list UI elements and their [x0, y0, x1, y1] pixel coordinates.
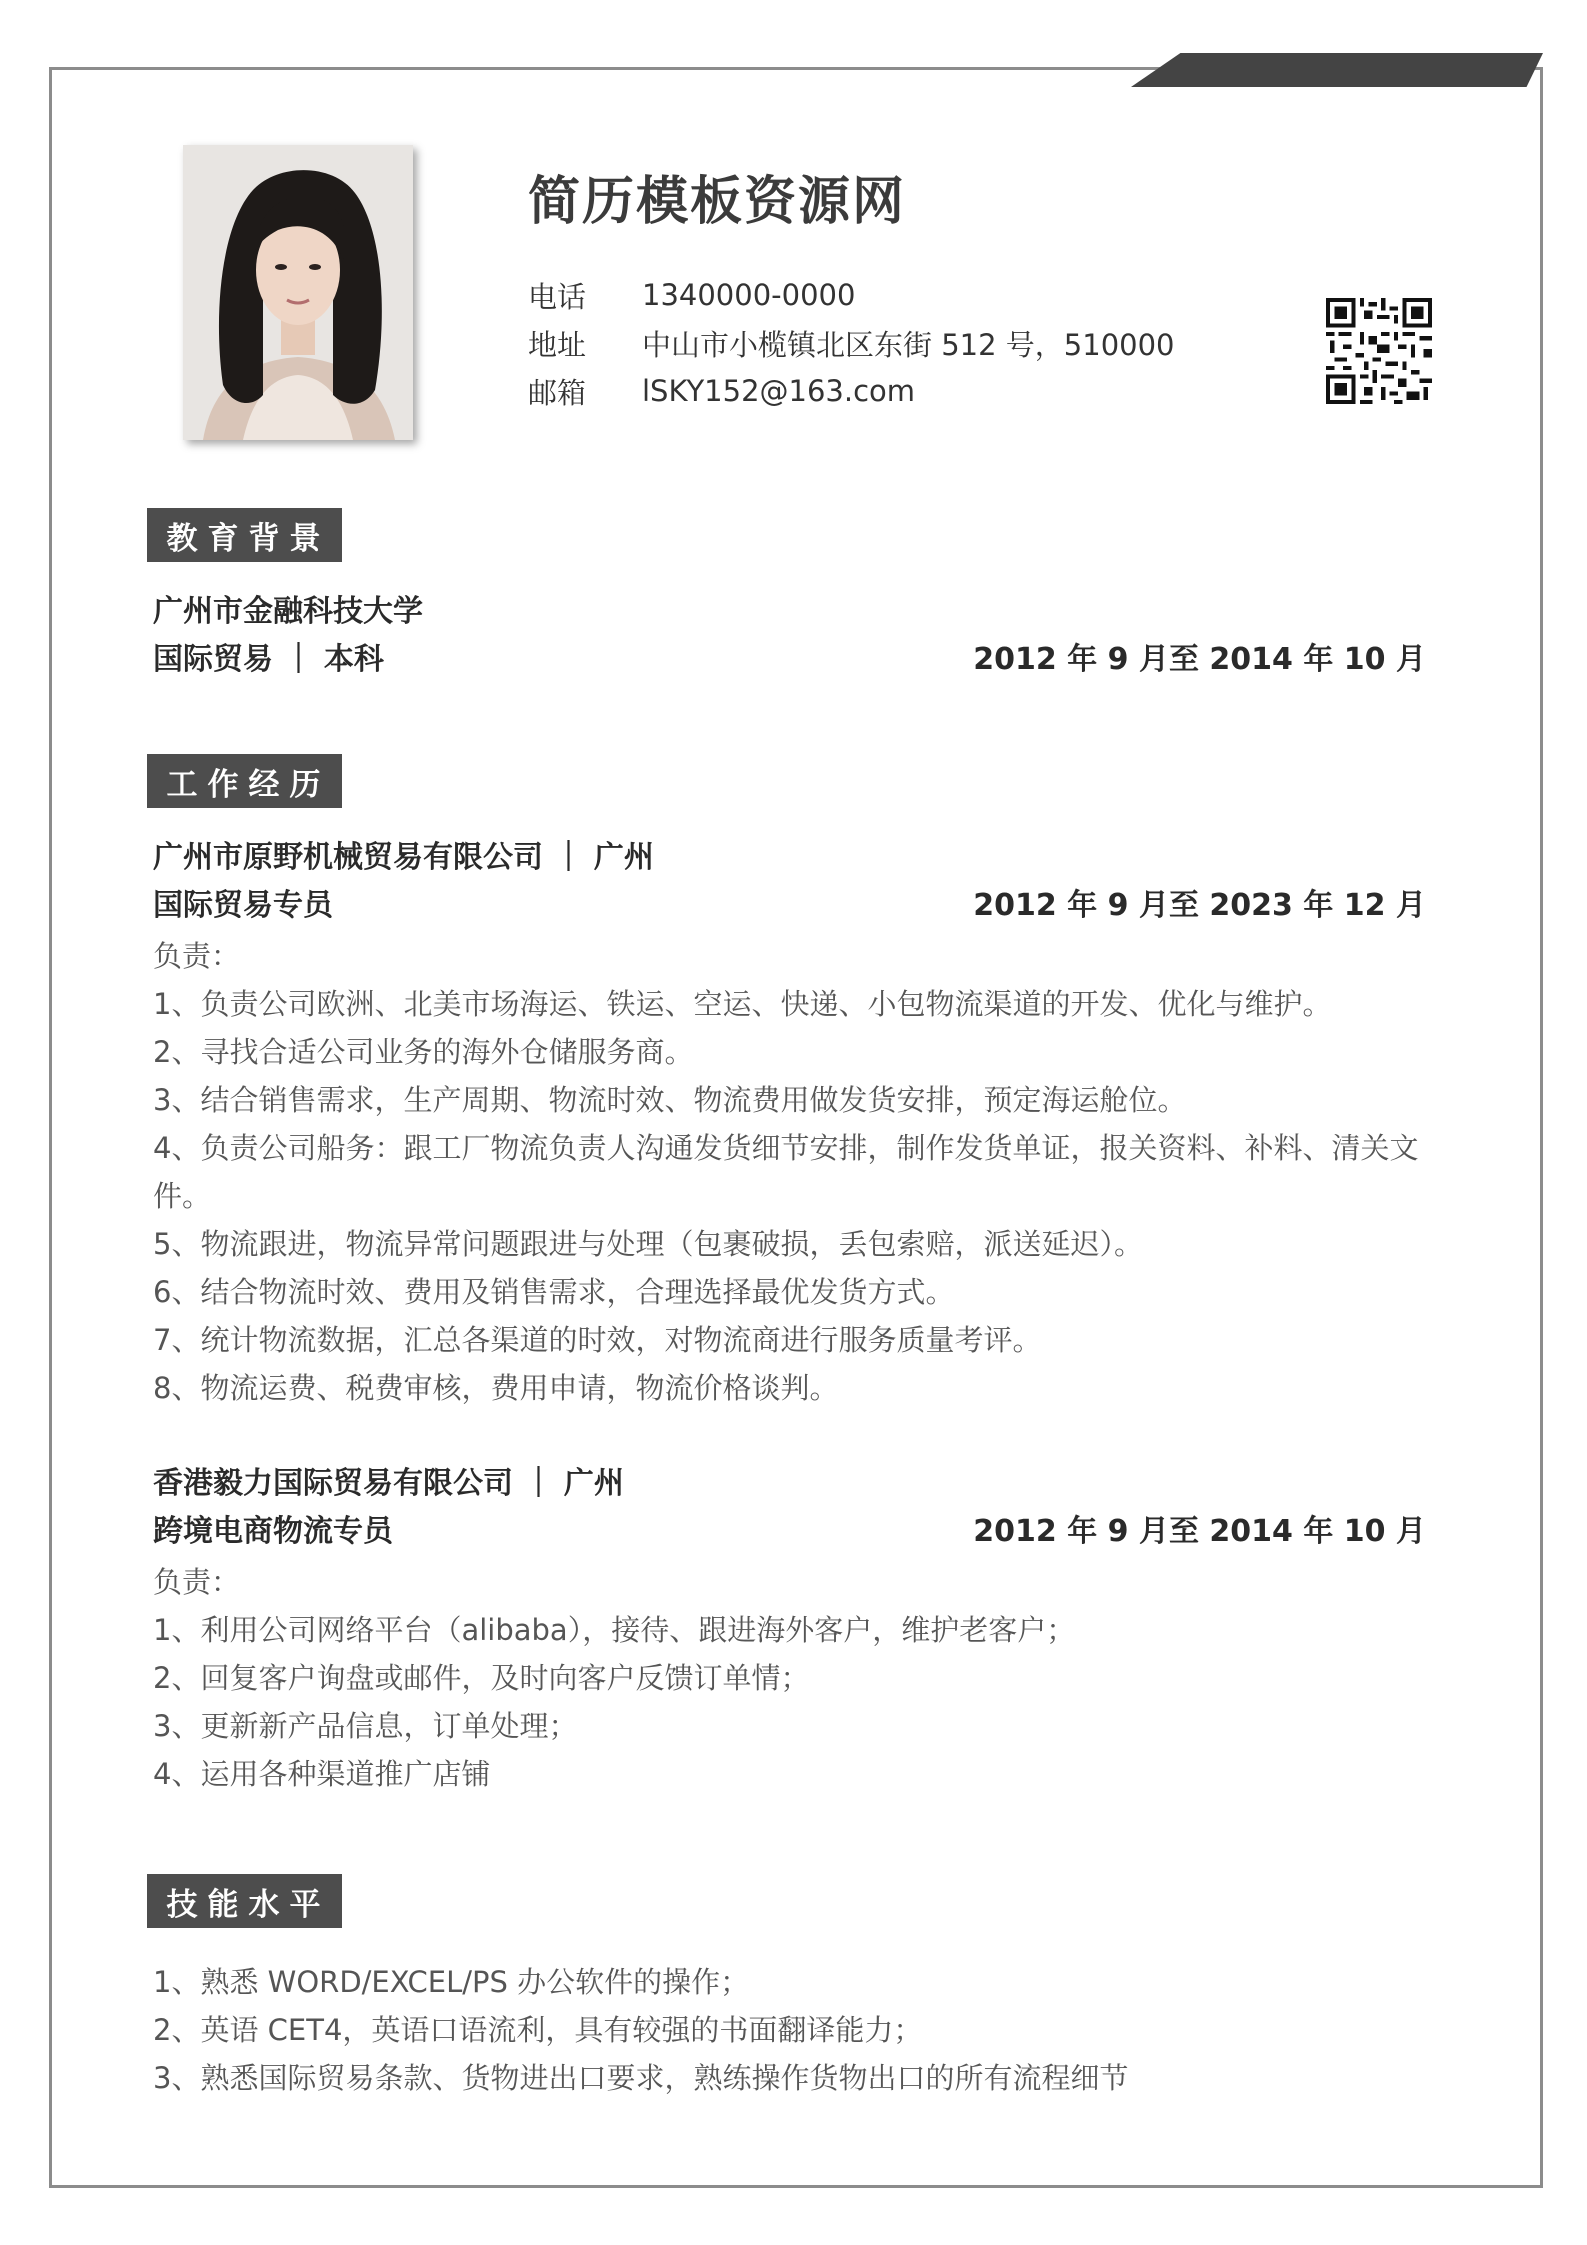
skills-list	[153, 1958, 1453, 2102]
job-duties-list	[153, 932, 1453, 1412]
list-item: 8、物流运费、税费审核，费用申请，物流价格谈判。	[153, 1371, 839, 1405]
contact-label: 地址	[528, 327, 587, 362]
qr-code-icon	[1326, 298, 1432, 404]
job-period: 2012 年 9 月至 2014 年 10 月	[973, 1514, 1426, 1549]
list-item: 1、负责公司欧洲、北美市场海运、铁运、空运、快递、小包物流渠道的开发、优化与维护。	[153, 987, 1332, 1021]
contact-info	[528, 271, 1175, 415]
contact-label: 电话	[528, 279, 587, 314]
contact-phone	[528, 271, 1175, 319]
school-name: 广州市金融科技大学	[153, 594, 423, 629]
section-title-skills: 技能水平	[147, 1874, 342, 1928]
portrait-photo	[183, 145, 413, 440]
job-duties-list	[153, 1558, 1453, 1798]
job-company: 香港毅力国际贸易有限公司 ｜ 广州	[153, 1466, 624, 1501]
list-item: 2、回复客户询盘或邮件，及时向客户反馈订单情；	[153, 1661, 810, 1695]
list-item: 4、运用各种渠道推广店铺	[153, 1757, 491, 1791]
list-item: 5、物流跟进，物流异常问题跟进与处理（包裹破损，丢包索赔，派送延迟）。	[153, 1227, 1143, 1261]
list-item: 4、负责公司船务：跟工厂物流负责人沟通发货细节安排，制作发货单证，报关资料、补料、清关文件。	[153, 1131, 1419, 1213]
job-position: 跨境电商物流专员	[153, 1514, 393, 1549]
section-title-work: 工作经历	[147, 754, 342, 808]
contact-email	[528, 367, 1175, 415]
list-item: 3、熟悉国际贸易条款、货物进出口要求，熟练操作货物出口的所有流程细节	[153, 2061, 1129, 2095]
section-title-education: 教育背景	[147, 508, 342, 562]
list-item: 2、寻找合适公司业务的海外仓储服务商。	[153, 1035, 694, 1069]
job-duties-intro: 负责：	[153, 1565, 241, 1599]
job-company: 广州市原野机械贸易有限公司 ｜ 广州	[153, 840, 654, 875]
list-item: 2、英语 CET4，英语口语流利，具有较强的书面翻译能力；	[153, 2013, 923, 2047]
job-duties-intro: 负责：	[153, 939, 241, 973]
contact-value: 1340000-0000	[642, 278, 856, 312]
job-period: 2012 年 9 月至 2023 年 12 月	[973, 888, 1426, 923]
contact-address	[528, 319, 1175, 367]
resume-name: 简历模板资源网	[528, 172, 907, 232]
major-degree: 国际贸易 ｜ 本科	[153, 642, 384, 677]
list-item: 3、结合销售需求，生产周期、物流时效、物流费用做发货安排，预定海运舱位。	[153, 1083, 1187, 1117]
contact-value: 中山市小榄镇北区东街 512 号，510000	[642, 327, 1175, 362]
education-period: 2012 年 9 月至 2014 年 10 月	[973, 642, 1426, 677]
contact-label: 邮箱	[528, 375, 587, 410]
list-item: 7、统计物流数据，汇总各渠道的时效，对物流商进行服务质量考评。	[153, 1323, 1042, 1357]
list-item: 6、结合物流时效、费用及销售需求，合理选择最优发货方式。	[153, 1275, 955, 1309]
list-item: 1、利用公司网络平台（alibaba），接待、跟进海外客户，维护老客户；	[153, 1613, 1076, 1647]
corner-decoration	[1131, 53, 1543, 87]
job-position: 国际贸易专员	[153, 888, 333, 923]
contact-value: lSKY152@163.com	[642, 374, 916, 408]
list-item: 3、更新新产品信息，订单处理；	[153, 1709, 578, 1743]
list-item: 1、熟悉 WORD/EXCEL/PS 办公软件的操作；	[153, 1965, 750, 1999]
